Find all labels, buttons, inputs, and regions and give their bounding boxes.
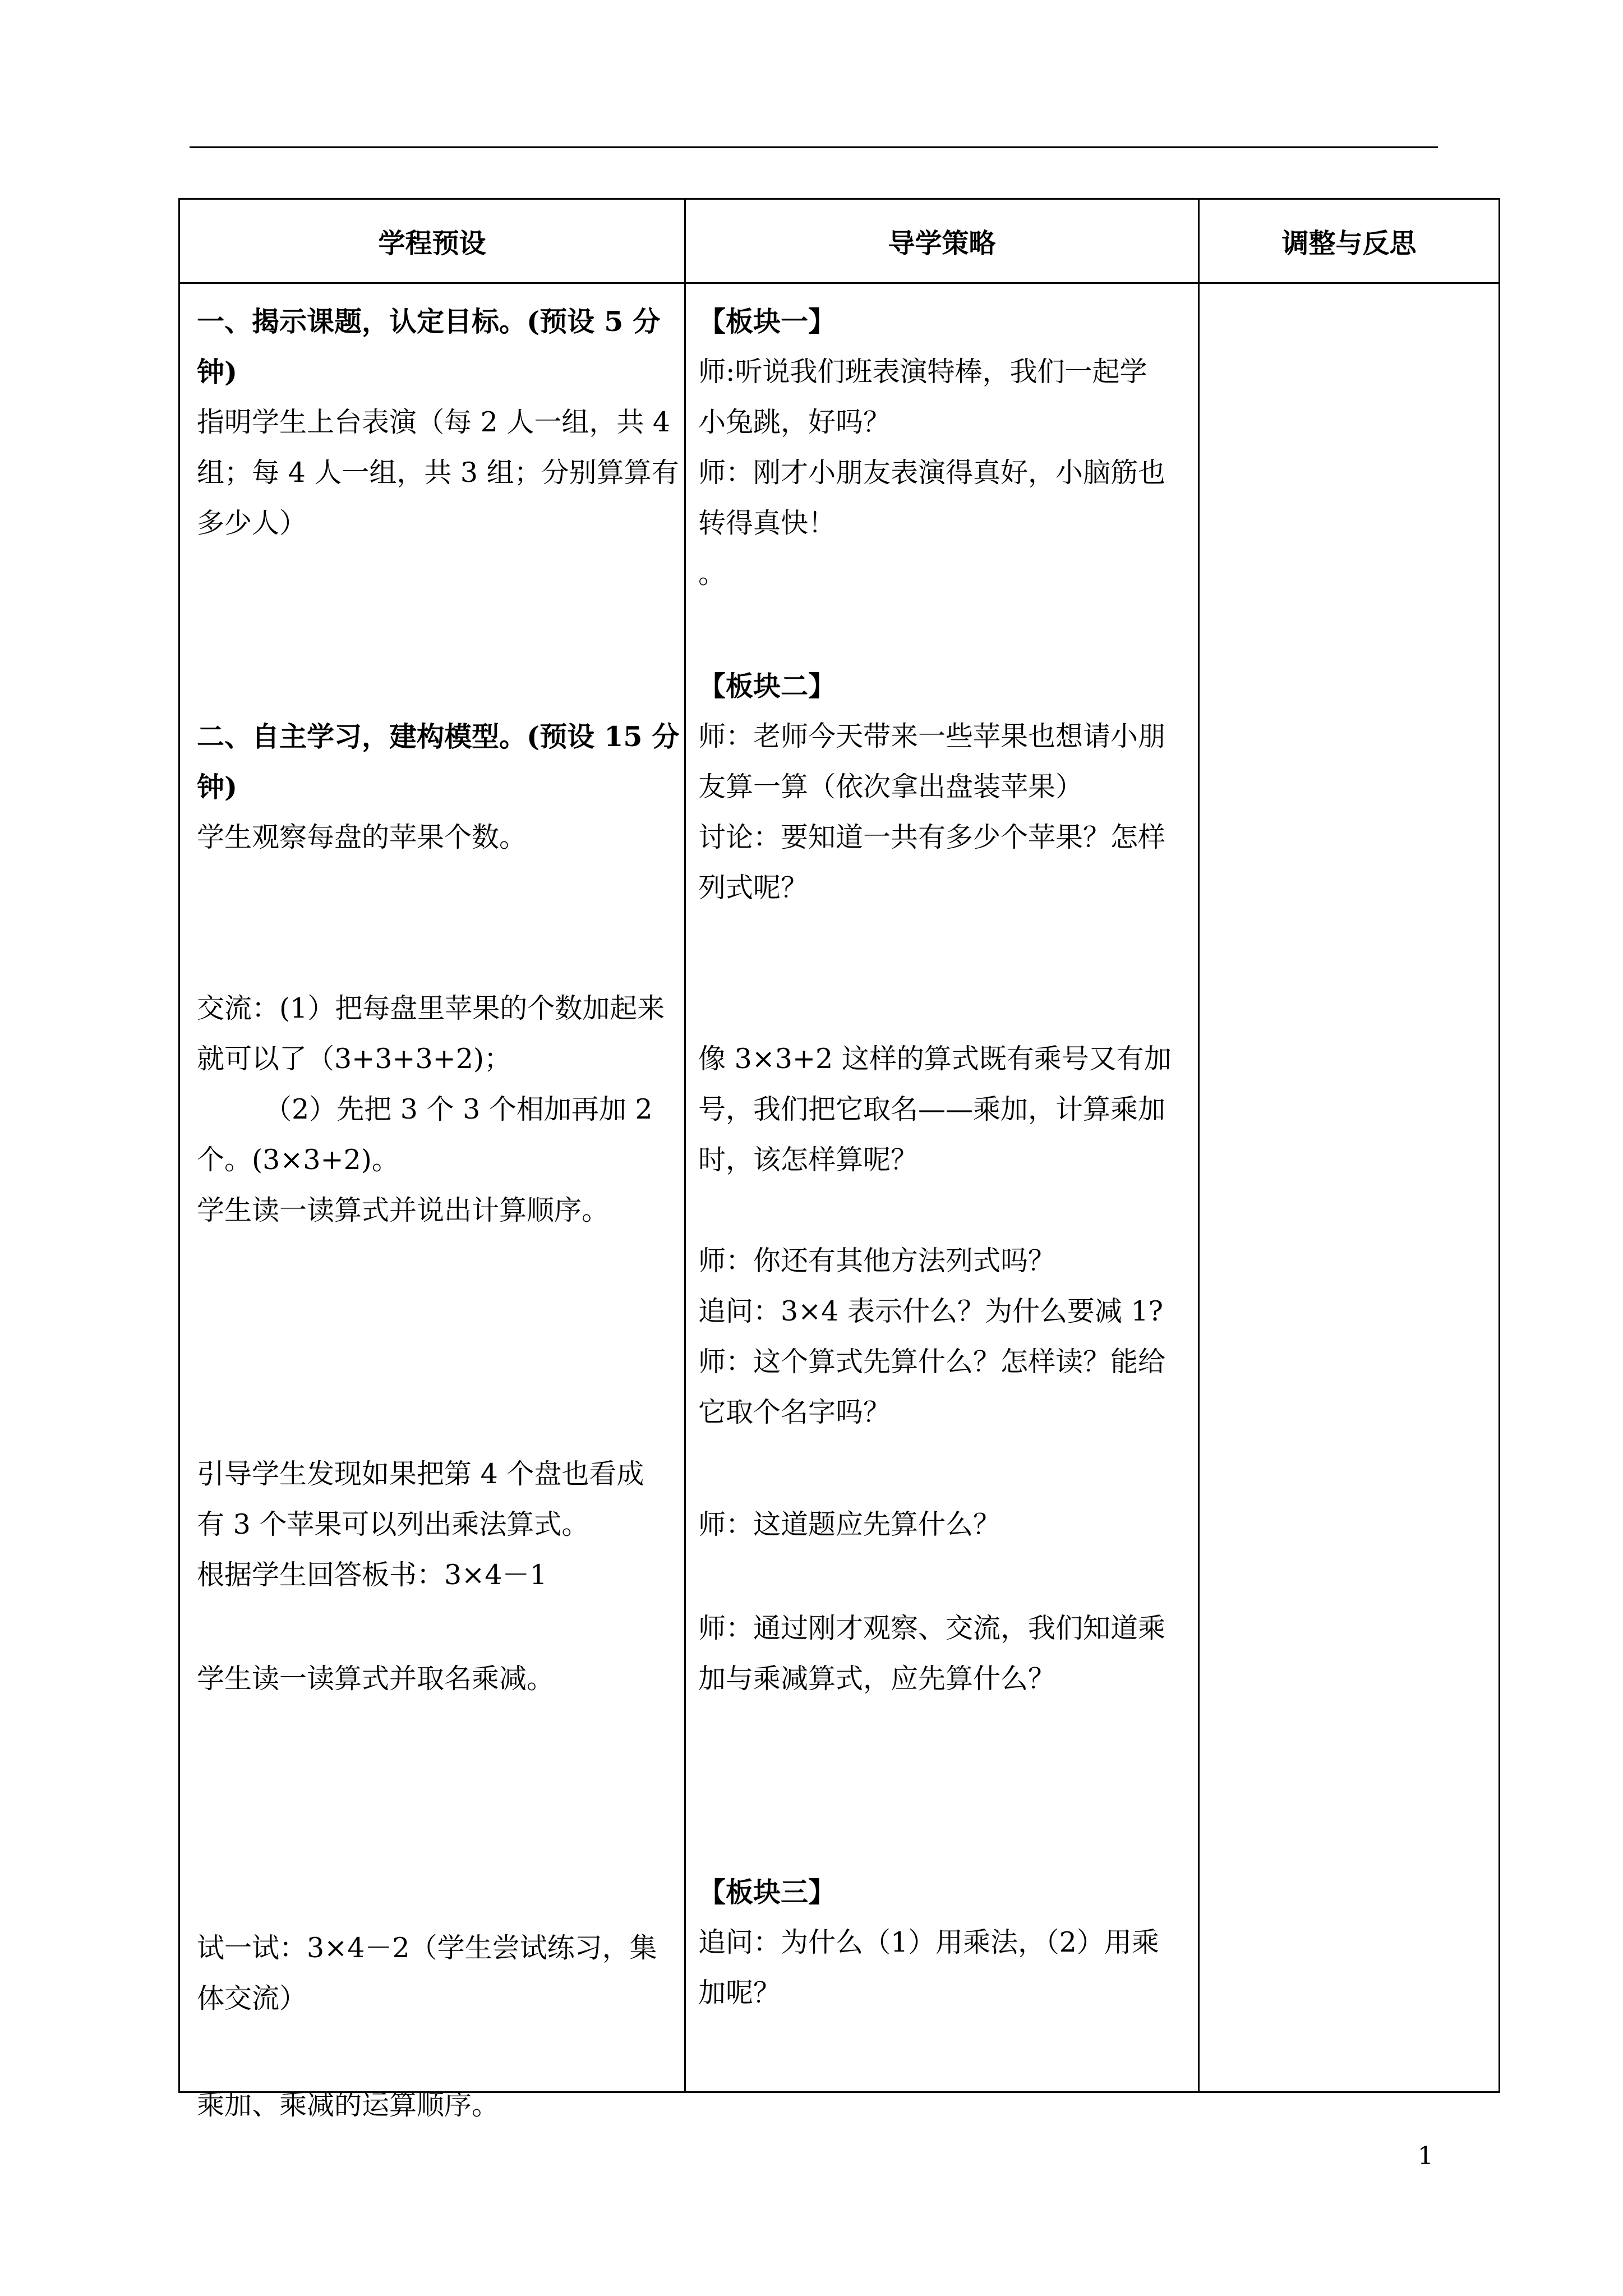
text-line: 学生读一读算式并取名乘减。 [197,1663,555,1695]
text-line: 时，该怎样算呢？ [698,1144,919,1176]
text-line: 小兔跳，好吗？ [698,406,891,438]
text-line: 个。(3×3+2)。 [197,1144,399,1176]
text-line: 师：老师今天带来一些苹果也想请小朋 [698,720,1166,752]
text-line: 转得真快！ [698,507,836,539]
text-line: 师：这道题应先算什么？ [698,1508,1001,1540]
text-line: 就可以了（3+3+3+2)； [197,1043,511,1075]
text-line: 它取个名字吗？ [698,1396,891,1428]
text-line: 有 3 个苹果可以列出乘法算式。 [197,1508,589,1540]
text-line: 乘加、乘减的运算顺序。 [197,2089,500,2121]
lesson-plan-table [178,198,1500,2121]
text-line: 加呢？ [698,1977,781,2009]
text-line: 追问：3×4 表示什么？为什么要减 1? [698,1295,1164,1327]
learning-preset-cell [179,283,685,2121]
page-number: 1 [1418,2142,1433,2170]
text-line: 学生观察每盘的苹果个数。 [197,821,527,853]
table-body-row [179,283,1500,2092]
text-line: 交流：(1）把每盘里苹果的个数加起来 [197,992,665,1024]
text-line: 师：这个算式先算什么？怎样读？能给 [698,1346,1166,1378]
block-two-heading: 【板块二】 [698,670,836,702]
text-line: 体交流） [197,1982,307,2014]
text-line: 试一试：3×4－2（学生尝试练习，集 [197,1932,657,1964]
table-header-row [179,199,1500,283]
section-two-heading: 二、自主学习，建构模型。(预设 15 分 [197,720,680,753]
text-line: 根据学生回答板书：3×4－1 [197,1559,547,1591]
text-line: 组；每 4 人一组，共 3 组；分别算算有 [197,457,679,489]
text-line: 像 3×3+2 这样的算式既有乘号又有加 [698,1043,1172,1075]
text-line: 引导学生发现如果把第 4 个盘也看成 [197,1458,644,1490]
section-two-heading-cont: 钟) [197,771,238,803]
text-line: 友算一算（依次拿出盘装苹果） [698,771,1083,803]
section-one-heading-cont: 钟) [197,356,238,388]
text-line: 列式呢？ [698,872,809,904]
text-line: 。 [698,558,726,590]
adjustment-reflection-cell [1199,283,1500,2092]
header-rule [190,146,1438,148]
text-line: 加与乘减算式，应先算什么？ [698,1663,1056,1695]
text-line: （2）先把 3 个 3 个相加再加 2 [264,1093,653,1125]
text-line: 追问：为什么（1）用乘法，（2）用乘 [698,1926,1159,1958]
header-adjustment-reflection: 调整与反思 [1199,199,1500,283]
block-one-heading: 【板块一】 [698,305,836,338]
text-line: 指明学生上台表演（每 2 人一组，共 4 [197,406,671,438]
guidance-strategy-cell [685,283,1199,2092]
text-line: 多少人） [197,507,307,539]
block-three-heading: 【板块三】 [698,1876,836,1908]
text-line: 师：你还有其他方法列式吗？ [698,1245,1056,1277]
text-line: 师：刚才小朋友表演得真好，小脑筋也 [698,457,1166,489]
text-line: 学生读一读算式并说出计算顺序。 [197,1194,610,1226]
text-line: 讨论：要知道一共有多少个苹果？怎样 [698,821,1166,853]
header-learning-preset: 学程预设 [179,199,685,283]
header-guidance-strategy: 导学策略 [685,199,1199,283]
section-one-heading: 一、揭示课题，认定目标。(预设 5 分 [197,305,661,338]
text-line: 师：通过刚才观察、交流，我们知道乘 [698,1612,1166,1644]
text-line: 师:听说我们班表演特棒，我们一起学 [698,356,1147,388]
text-line: 号，我们把它取名——乘加，计算乘加 [698,1093,1166,1125]
